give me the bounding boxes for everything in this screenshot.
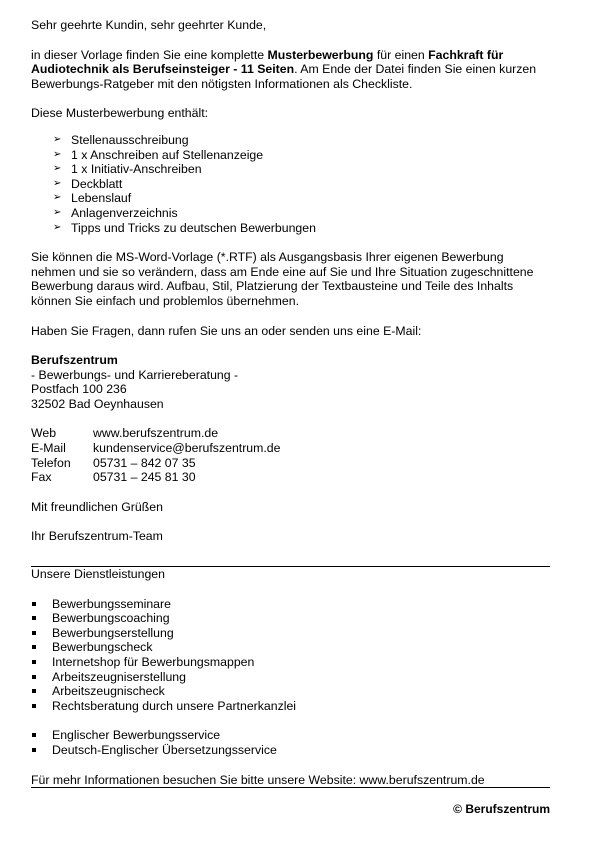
list-item-label: Arbeitszeugnischeck [52, 684, 165, 699]
list-item-label: Lebenslauf [71, 191, 132, 206]
table-row [31, 441, 280, 456]
list-item [53, 206, 550, 221]
arrow-bullet-icon: ➢ [53, 206, 62, 218]
arrow-bullet-icon: ➢ [53, 163, 62, 175]
arrow-bullet-icon: ➢ [53, 177, 62, 189]
list-item [31, 728, 550, 743]
list-item-label: 1 x Initiativ-Anschreiben [71, 162, 202, 177]
contact-label: Web [31, 426, 57, 441]
arrow-bullet-icon: ➢ [53, 148, 62, 160]
intro-bold-1: Musterbewerbung [267, 47, 374, 62]
copyright: © Berufszentrum [453, 802, 550, 817]
square-bullet-icon [32, 675, 36, 679]
list-item-label: Deutsch-Englischer Übersetzungsservice [52, 742, 277, 757]
document-page [31, 18, 550, 817]
company-name: Berufszentrum [31, 353, 118, 368]
contact-label: E-Mail [31, 441, 66, 456]
list-item-label: Bewerbungscheck [52, 640, 153, 655]
list-item [31, 640, 550, 655]
intro-text-1: in dieser Vorlage finden Sie eine komplette [31, 47, 268, 62]
table-row [31, 426, 280, 441]
list-item [31, 626, 550, 641]
list-item [53, 221, 550, 236]
list-item [31, 655, 550, 670]
list-item-label: Tipps und Tricks zu deutschen Bewerbungen [71, 220, 316, 235]
list-item-label: Bewerbungsseminare [52, 596, 171, 611]
list-item [31, 597, 550, 612]
contact-label: Fax [31, 470, 52, 485]
fax-value: 05731 – 245 81 30 [93, 470, 196, 485]
services-list [31, 597, 550, 714]
services-heading: Unsere Dienstleistungen [31, 567, 165, 582]
intro-text-3: . Am Ende der Datei finden Sie einen kurzen Bewerbungs-Ratgeber mit den nötigsten Informationen als Checkliste. [31, 62, 537, 91]
list-item [53, 148, 550, 163]
square-bullet-icon [32, 689, 36, 693]
list-item-label: Internetshop für Bewerbungsmappen [52, 655, 255, 669]
address-line: 32502 Bad Oeynhausen [31, 396, 164, 411]
signature: Ihr Berufszentrum-Team [31, 529, 163, 544]
list-item-label: Bewerbungscoaching [52, 611, 170, 626]
address-block [31, 353, 550, 411]
list-item-label: Deckblatt [71, 176, 123, 191]
square-bullet-icon [32, 704, 36, 708]
square-bullet-icon [32, 616, 36, 620]
intro-text-2: für einen [373, 47, 429, 62]
salutation: Sehr geehrte Kundin, sehr geehrter Kunde, [31, 18, 267, 32]
list-item [31, 670, 550, 685]
list-item [31, 743, 550, 758]
intro-bold-2: Fachkraft für Audiotechnik als Berufseinsteiger - 11 Seiten [31, 47, 504, 77]
list-item-label: Bewerbungserstellung [52, 625, 174, 640]
website-link[interactable]: www.berufszentrum.de [93, 426, 219, 441]
usage-paragraph: Sie können die MS-Word-Vorlage (*.RTF) als Ausgangsbasis Ihrer eigenen Bewerbung nehmen und sie so verändern, dass am Ende eine auf Sie und Ihre Situation zugeschnittene Bewerbung daraus wird. Aufbau, Stil, Platzierung der Textbausteine und Teile des Inhalts können Sie einfach und problemlos übernehmen. [31, 250, 534, 308]
list-item-label: Englischer Bewerbungsservice [52, 728, 221, 743]
list-item-label: 1 x Anschreiben auf Stellenanzeige [71, 147, 264, 162]
contact-label: Telefon [31, 455, 71, 470]
list-item-label: Anlagenverzeichnis [71, 205, 178, 220]
list-item [53, 177, 550, 192]
questions-paragraph: Haben Sie Fragen, dann rufen Sie uns an oder senden uns eine E-Mail: [31, 323, 422, 338]
arrow-bullet-icon: ➢ [53, 133, 62, 145]
phone-value: 05731 – 842 07 35 [93, 455, 196, 470]
square-bullet-icon [32, 748, 36, 752]
table-row [31, 470, 280, 485]
square-bullet-icon [32, 660, 36, 664]
list-item [31, 611, 550, 626]
website-note: Für mehr Informationen besuchen Sie bitte unsere Website: www.berufszentrum.de [31, 772, 485, 787]
contents-heading: Diese Musterbewerbung enthält: [31, 106, 209, 121]
table-row [31, 456, 280, 471]
address-line: - Bewerbungs- und Karriereberatung - [31, 367, 239, 382]
intro-paragraph [31, 48, 550, 92]
square-bullet-icon [32, 733, 36, 737]
email-link[interactable]: kundenservice@berufszentrum.de [93, 441, 281, 456]
arrow-bullet-icon: ➢ [53, 192, 62, 204]
list-item [53, 191, 550, 206]
list-item [53, 133, 550, 148]
list-item [31, 699, 550, 714]
closing: Mit freundlichen Grüßen [31, 499, 163, 514]
contents-list [31, 133, 550, 235]
list-item-label: Rechtsberatung durch unsere Partnerkanzlei [52, 698, 297, 713]
square-bullet-icon [32, 631, 36, 635]
list-item [31, 684, 550, 699]
contact-table [31, 426, 280, 484]
address-line: Postfach 100 236 [31, 382, 127, 397]
square-bullet-icon [32, 602, 36, 606]
services-extra-list [31, 728, 550, 757]
arrow-bullet-icon: ➢ [53, 221, 62, 233]
list-item-label: Arbeitszeugniserstellung [52, 669, 186, 684]
list-item-label: Stellenausschreibung [71, 132, 189, 147]
list-item [53, 162, 550, 177]
square-bullet-icon [32, 645, 36, 649]
